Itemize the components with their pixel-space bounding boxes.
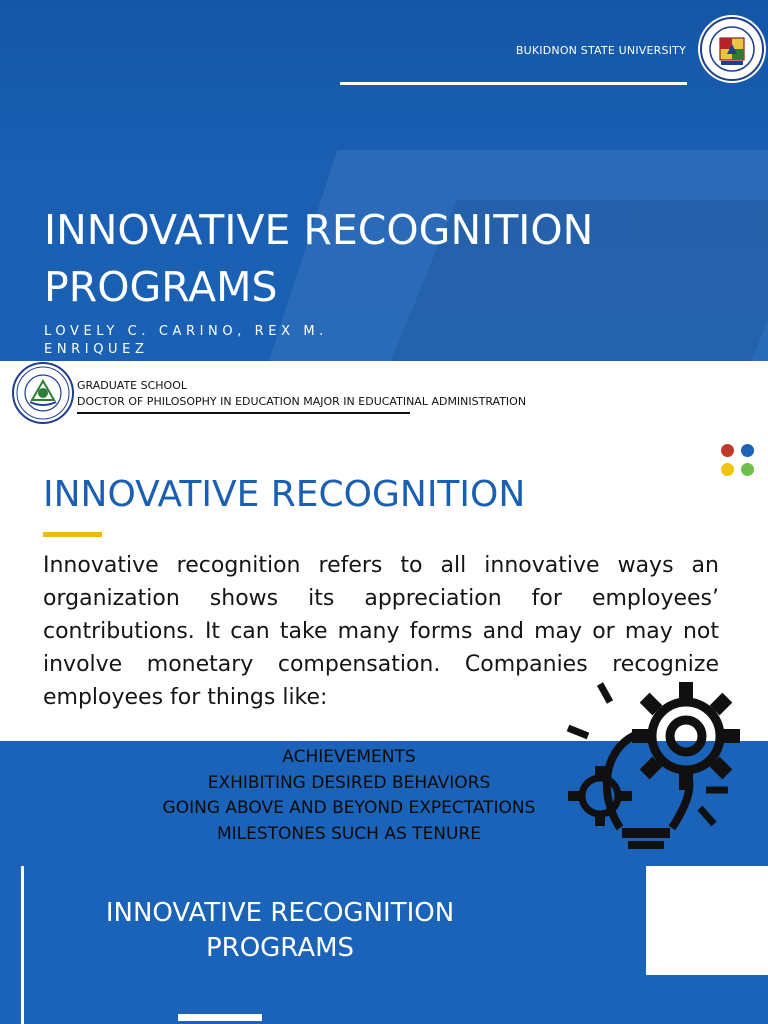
list-item: GOING ABOVE AND BEYOND EXPECTATIONS [162,798,536,818]
title-slide [0,0,768,361]
white-panel [646,866,768,975]
list-item: EXHIBITING DESIRED BEHAVIORS [207,772,491,793]
university-name: BUKIDNON STATE UNIVERSITY [515,44,686,57]
dot-blue [741,444,754,457]
list-item: MILESTONES SUCH AS TENURE [216,823,482,844]
accent-bar [43,532,102,537]
left-accent-line [21,866,24,1024]
dot-yellow [721,463,734,476]
slide-title: INNOVATIVE RECOGNITION PROGRAMS [44,206,594,311]
program-name: DOCTOR OF PHILOSOPHY IN EDUCATION MAJOR IN EDUCATINAL ADMINISTRATION [77,395,527,408]
dot-green [741,463,754,476]
definition-paragraph: Innovative recognition refers to all innovative ways an organization shows its appreciation for employees’ contributions. It can take many forms and may or may not involve monetary compensation. Companies recognize employees for things like: [43,553,719,710]
closing-slide [0,866,768,1024]
closing-title: INNOVATIVE RECOGNITION PROGRAMS [105,898,455,963]
lightbulb-gear-icon [560,678,746,858]
school-divider [77,412,410,414]
bottom-accent-bar [178,1014,262,1021]
header-divider [340,82,687,85]
school-name: GRADUATE SCHOOL [77,379,187,392]
list-item: ACHIEVEMENTS [282,747,416,767]
authors: LOVELY C. CARINO, REX M. ENRIQUEZ [44,324,328,357]
recognition-list [96,745,602,847]
school-header [12,362,532,424]
dot-red [721,444,734,457]
university-seal-icon [697,14,767,84]
section-heading: INNOVATIVE RECOGNITION [43,474,526,515]
decorative-dots [721,444,756,479]
university-seal-icon [12,362,74,424]
